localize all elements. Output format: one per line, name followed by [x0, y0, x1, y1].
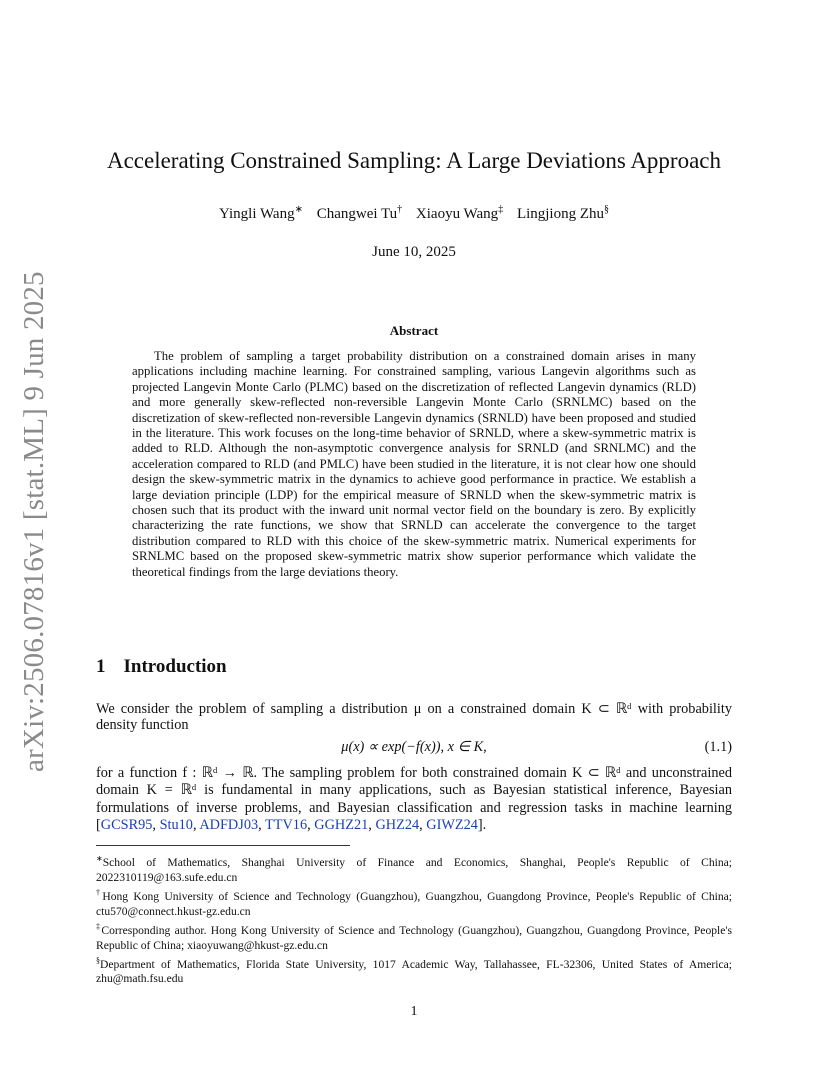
section-title: Introduction: [123, 656, 227, 677]
footnote-4: [96, 953, 732, 987]
author-mark: §: [604, 204, 610, 215]
equation-text: μ(x) ∝ exp(−f(x)), x ∈ K,: [341, 739, 487, 755]
footnote-text: Department of Mathematics, Florida State University, 1017 Academic Way, Tallahassee, FL-32306, United States of America; zhu@math.fsu.edu: [96, 957, 732, 986]
citation-link[interactable]: Stu10: [159, 817, 193, 834]
page-number: 1: [410, 1004, 418, 1019]
intro-paragraph-2-text: for a function f : ℝᵈ → ℝ. The sampling problem for both constrained domain K ⊂ ℝᵈ and unconstrained domain K = ℝᵈ is fundamental in many applications, such as Bayesian statistical inference, Bayesian formulations of inverse problems, and Bayesian classification and regression tasks in machine learning: [96, 765, 732, 816]
citation-link[interactable]: GGHZ21: [314, 817, 369, 834]
author-3: [416, 206, 503, 222]
citation-link[interactable]: GCSR95: [100, 817, 153, 834]
author-list: [0, 204, 828, 223]
footnote-text: School of Mathematics, Shanghai University of Finance and Economics, Shanghai, People's Republic of China; 2022310119@163.sufe.edu.cn: [96, 855, 732, 884]
footnote-mark: §: [96, 955, 100, 965]
footnote-mark: ∗: [96, 854, 103, 863]
footnote-mark: †: [96, 887, 103, 897]
abstract-heading: Abstract: [389, 323, 439, 338]
footnote-mark: ‡: [96, 921, 102, 931]
equation-number: (1.1): [704, 739, 732, 755]
footnotes: [96, 851, 732, 986]
intro-paragraph-1: We consider the problem of sampling a distribution μ on a constrained domain K ⊂ ℝᵈ with probability density function: [96, 701, 732, 733]
author-name: Lingjiong Zhu: [516, 206, 605, 222]
author-name: Xiaoyu Wang: [415, 206, 499, 222]
abstract-body: The problem of sampling a target probability distribution on a constrained domain arises in many applications including machine learning. For constrained sampling, various Langevin algorithms such as projected Langevin Monte Carlo (PLMC) based on the discretization of reflected Langevin dynamics (RLD) and more generally skew-reflected non-reversible Langevin Monte Carlo (SRNLMC) based on the discretization of skew-reflected non-reversible Langevin dynamics (SRNLD) have been proposed and studied in the literature. This work focuses on the long-time behavior of SRNLD, where a skew-symmetric matrix is added to RLD. Although the non-asymptotic convergence analysis for SRNLD (and SRNLMC) and the acceleration compared to RLD (and PMLC) have been studied in the literature, it is not clear how one should design the skew-symmetric matrix in the dynamics to achieve good performance in practice. We establish a large deviation principle (LDP) for the empirical measure of SRNLD when the skew-symmetric matrix is chosen such that its product with the inward unit normal vector field on the boundary is zero. By explicitly characterizing the rate functions, we show that SRNLD can accelerate the convergence to the target distribution compared to RLD with this choice of the skew-symmetric matrix. Numerical experiments for SRNLMC based on the proposed skew-symmetric matrix show superior performance which validate the theoretical findings from the large deviations theory.: [132, 349, 696, 579]
author-mark: ‡: [498, 204, 504, 215]
arxiv-identifier: arXiv:2506.07816v1 [stat.ML] 9 Jun 2025: [18, 271, 50, 772]
author-mark: †: [397, 204, 403, 215]
author-4: [517, 206, 609, 222]
citation-link[interactable]: ADFDJ03: [199, 817, 259, 834]
author-name: Changwei Tu: [316, 206, 398, 222]
footnote-3: [96, 919, 732, 953]
author-2: [317, 206, 402, 222]
footnote-text: Corresponding author. Hong Kong University of Science and Technology (Guangzhou), Guangzhou, Guangdong Province, People's Republic of China; xiaoyuwang@hkust-gz.edu.cn: [96, 923, 733, 952]
section-heading: [96, 656, 227, 678]
author-mark: ∗: [294, 204, 303, 215]
equation-1-1: [96, 739, 732, 757]
publication-date: June 10, 2025: [372, 244, 456, 260]
footnote-divider: [96, 845, 350, 846]
author-name: Yingli Wang: [218, 206, 295, 222]
footnote-text: Hong Kong University of Science and Technology (Guangzhou), Guangzhou, Guangdong Province, People's Republic of China; ctu570@connect.hkust-gz.edu.cn: [96, 889, 733, 918]
citation-link[interactable]: GHZ24: [375, 817, 420, 834]
paper-title: Accelerating Constrained Sampling: A Large Deviations Approach: [106, 148, 722, 173]
footnote-2: [96, 885, 732, 919]
intro-paragraph-2: for a function f : ℝᵈ → ℝ. The sampling problem for both constrained domain K ⊂ ℝᵈ and unconstrained domain K = ℝᵈ is fundamental in many applications, such as Bayesian statistical inference, Bayesian formulations of inverse problems, and Bayesian classification and regression tasks in machine learning [GCSR95, Stu10, ADFDJ03, TTV16, GGHZ21, GHZ24, GIWZ24].: [96, 765, 732, 834]
citation-link[interactable]: TTV16: [265, 817, 308, 834]
footnote-1: [96, 851, 732, 885]
author-1: [219, 206, 303, 222]
citation-link[interactable]: GIWZ24: [426, 817, 478, 834]
section-number: 1: [96, 656, 106, 677]
